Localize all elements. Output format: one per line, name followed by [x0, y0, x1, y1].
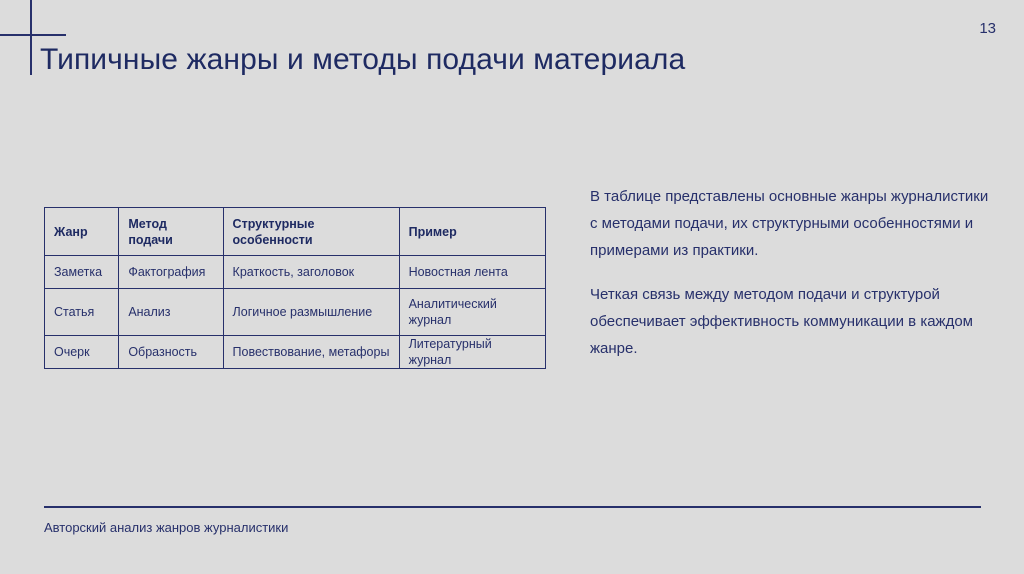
cell-features: Логичное размышление	[223, 289, 399, 336]
table-row	[45, 289, 546, 336]
table-row	[45, 256, 546, 289]
cell-genre: Заметка	[45, 256, 119, 289]
cell-example: Аналитический журнал	[399, 289, 545, 336]
footer-source: Авторский анализ жанров журналистики	[44, 520, 289, 535]
page-number: 13	[979, 20, 996, 37]
decorative-horizontal-line	[0, 34, 66, 36]
cell-genre: Очерк	[45, 336, 119, 369]
description-paragraph-1: В таблице представлены основные жанры журналистики с методами подачи, их структурными особенностями и примерами из практики.	[590, 188, 989, 259]
cell-genre: Статья	[45, 289, 119, 336]
header-method: Метод подачи	[119, 208, 223, 256]
genres-table	[44, 207, 546, 369]
cell-example: Литературный журнал	[399, 336, 545, 369]
cell-method: Фактография	[119, 256, 223, 289]
header-example: Пример	[399, 208, 545, 256]
header-genre: Жанр	[45, 208, 119, 256]
decorative-vertical-line	[30, 0, 32, 75]
footer-divider	[44, 506, 981, 508]
cell-features: Краткость, заголовок	[223, 256, 399, 289]
table-header-row	[45, 208, 546, 256]
table-row	[45, 336, 546, 369]
description-paragraph-2: Четкая связь между методом подачи и структурой обеспечивает эффективность коммуникации в каждом жанре.	[590, 286, 973, 357]
cell-example: Новостная лента	[399, 256, 545, 289]
cell-method: Образность	[119, 336, 223, 369]
slide-title: Типичные жанры и методы подачи материала	[40, 43, 686, 76]
cell-features: Повествование, метафоры	[223, 336, 399, 369]
header-features: Структурные особенности	[223, 208, 399, 256]
side-description	[590, 183, 990, 379]
cell-method: Анализ	[119, 289, 223, 336]
